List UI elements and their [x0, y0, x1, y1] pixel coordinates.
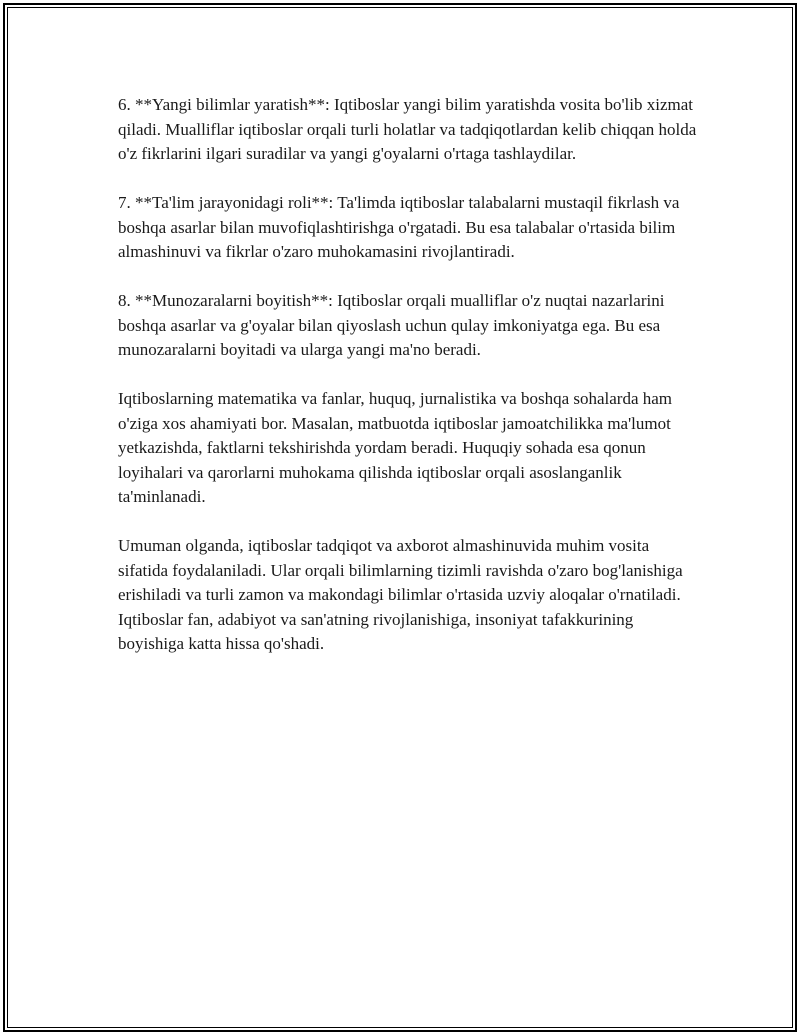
paragraph-yangi-bilimlar: 6. **Yangi bilimlar yaratish**: Iqtiboslar yangi bilim yaratishda vosita bo'lib xizmat qiladi. Mualliflar iqtiboslar orqali turli holatlar va tadqiqotlardan kelib chiqqan holda o'z fikrlarini ilgari suradilar va yangi g'oyalarni o'rtaga tashlaydilar.: [118, 95, 697, 163]
document-body: [118, 93, 698, 681]
paragraph-sohalar: Iqtiboslarning matematika va fanlar, huquq, jurnalistika va boshqa sohalarda ham o'ziga xos ahamiyati bor. Masalan, matbuotda iqtiboslar jamoatchilikka ma'lumot yetkazishda, faktlarni tekshirishda yordam beradi. Huquqiy sohada esa qonun loyihalari va qarorlarni muhokama qilishda iqtiboslar orqali asoslanganlik ta'minlanadi.: [118, 389, 673, 506]
paragraph-talim-jarayoni: 7. **Ta'lim jarayonidagi roli**: Ta'limda iqtiboslar talabalarni mustaqil fikrlash va boshqa asarlar bilan muvofiqlashtirishga o'rgatadi. Bu esa talabalar o'rtasida bilim almashinuvi va fikrlar o'zaro muhokamasini rivojlantiradi.: [118, 193, 680, 261]
paragraph-xulosa: Umuman olganda, iqtiboslar tadqiqot va axborot almashinuvida muhim vosita sifatida foydalaniladi. Ular orqali bilimlarning tizimli ravishda o'zaro bog'lanishiga erishiladi va turli zamon va makondagi bilimlar o'rtasida uzviy aloqalar o'rnatiladi. Iqtiboslar fan, adabiyot va san'atning rivojlanishiga, insoniyat tafakkurining boyishiga katta hissa qo'shadi.: [118, 536, 683, 653]
paragraph-munozaralar: 8. **Munozaralarni boyitish**: Iqtiboslar orqali mualliflar o'z nuqtai nazarlarini boshqa asarlar va g'oyalar bilan qiyoslash uchun qulay imkoniyatga ega. Bu esa munozaralarni boyitadi va ularga yangi ma'no beradi.: [118, 291, 665, 359]
